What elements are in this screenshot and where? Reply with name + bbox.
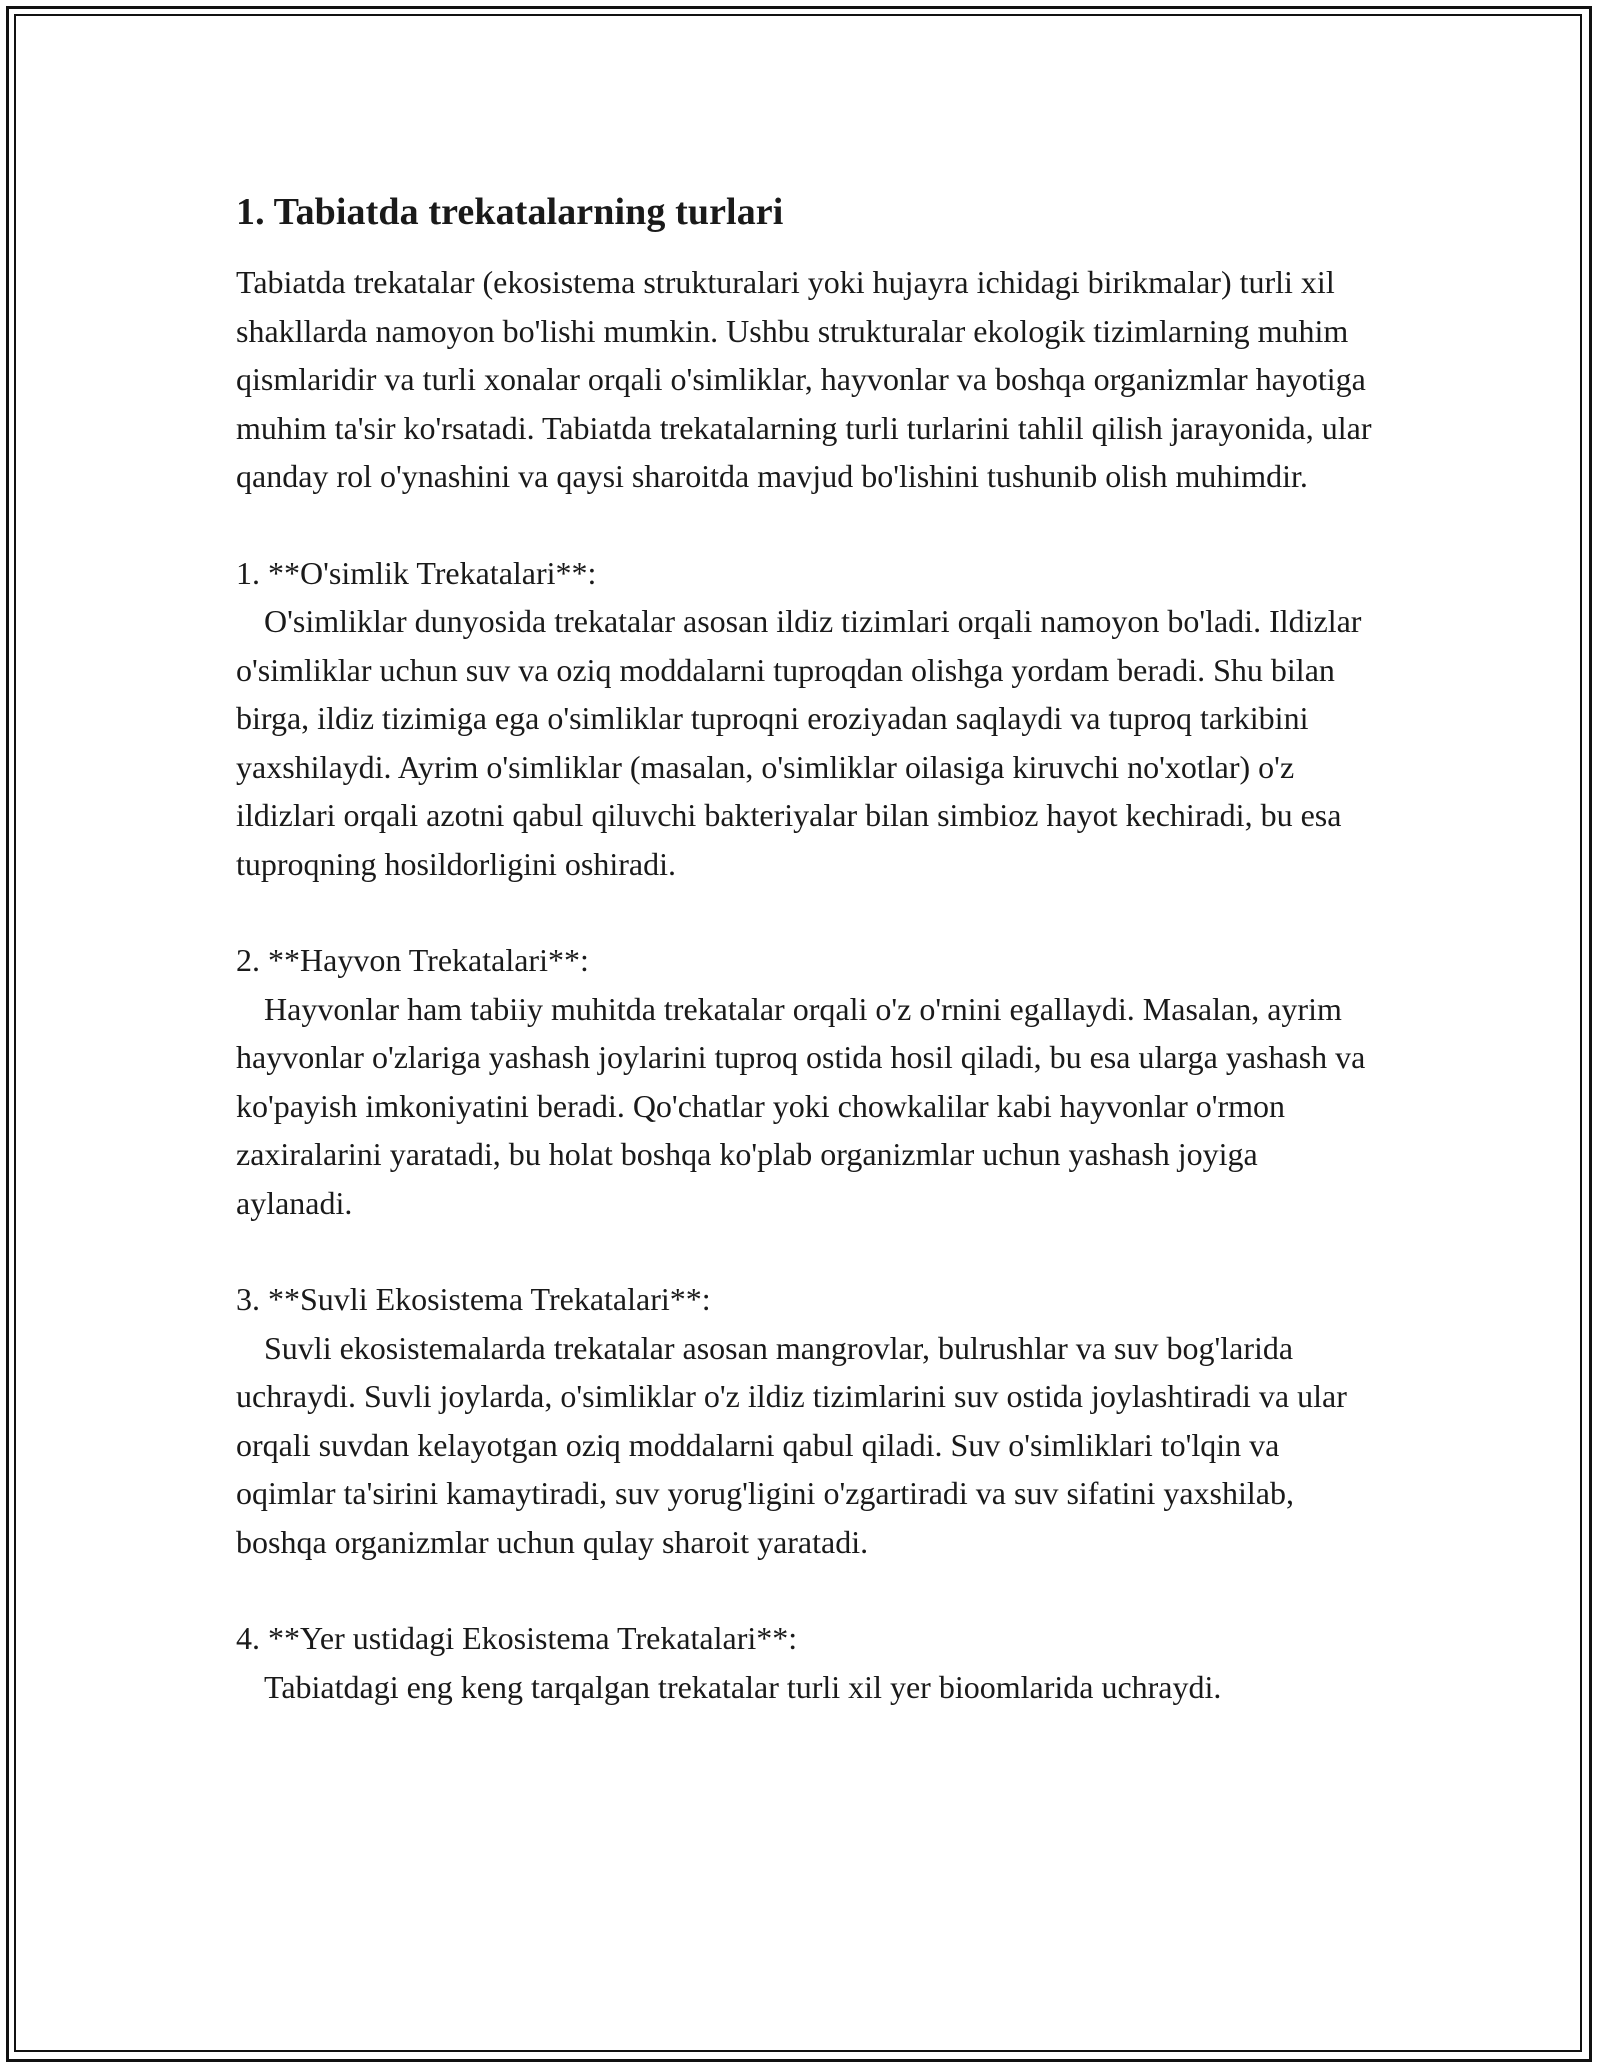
section-body: Tabiatdagi eng keng tarqalgan trekatalar turli xil yer bioomlarida uchraydi. (264, 1668, 1222, 1705)
section-body: Hayvonlar ham tabiiy muhitda trekatalar orqali o'z o'rnini egallaydi. Masalan, ayrim hayvonlar o'zlariga yashash joylarini tuproq ostida hosil qiladi, bu esa ularga yashash va ko'payish imkoniyatini beradi. Qo'chatlar yoki chowkalilar kabi hayvonlar o'rmon zaxiralarini yaratadi, bu holat boshqa ko'plab organizmlar uchun yashash joyiga aylanadi. (236, 990, 1366, 1221)
intro-paragraph: Tabiatda trekatalar (ekosistema strukturalari yoki hujayra ichidagi birikmalar) turli xil shakllarda namoyon bo'lishi mumkin. Ushbu strukturalar ekologik tizimlarning muhim qismlaridir va turli xonalar orqali o'simliklar, hayvonlar va boshqa organizmlar hayotiga muhim ta'sir ko'rsatadi. Tabiatda trekatalarning turli turlarini tahlil qilish jarayonida, ular qanday rol o'ynashini va qaysi sharoitda mavjud bo'lishini tushunib olish muhimdir. (236, 264, 1372, 494)
section-animal (236, 936, 1376, 1227)
section-aquatic (236, 1275, 1376, 1566)
section-title: 4. **Yer ustidagi Ekosistema Trekatalari**: (236, 1620, 798, 1656)
section-body: O'simliklar dunyosida trekatalar asosan ildiz tizimlari orqali namoyon bo'ladi. Ildizlar o'simliklar uchun suv va oziq moddalarni tuproqdan olishga yordam beradi. Shu bilan birga, ildiz tizimiga ega o'simliklar tuproqni eroziyadan saqlaydi va tuproq tarkibini yaxshilaydi. Ayrim o'simliklar (masalan, o'simliklar oilasiga kiruvchi no'xotlar) o'z ildizlari orqali azotni qabul qiluvchi bakteriyalar bilan simbioz hayot kechiradi, bu esa tuproqning hosildorligini oshiradi. (236, 603, 1362, 882)
section-body: Suvli ekosistemalarda trekatalar asosan mangrovlar, bulrushlar va suv bog'larida uchraydi. Suvli joylarda, o'simliklar o'z ildiz tizimlarini suv ostida joylashtiradi va ular orqali suvdan kelayotgan oziq moddalarni qabul qiladi. Suv o'simliklari to'lqin va oqimlar ta'sirini kamaytiradi, suv yorug'ligini o'zgartiradi va suv sifatini yaxshilab, boshqa organizmlar uchun qulay sharoit yaratadi. (236, 1329, 1347, 1560)
document-content (236, 186, 1376, 1711)
section-title: 3. **Suvli Ekosistema Trekatalari**: (236, 1281, 711, 1317)
section-terrestrial (236, 1614, 1376, 1711)
section-title: 2. **Hayvon Trekatalari**: (236, 942, 589, 978)
section-heading: 1. Tabiatda trekatalarning turlari (236, 191, 784, 233)
section-title: 1. **O'simlik Trekatalari**: (236, 554, 597, 591)
section-plant (236, 549, 1376, 889)
